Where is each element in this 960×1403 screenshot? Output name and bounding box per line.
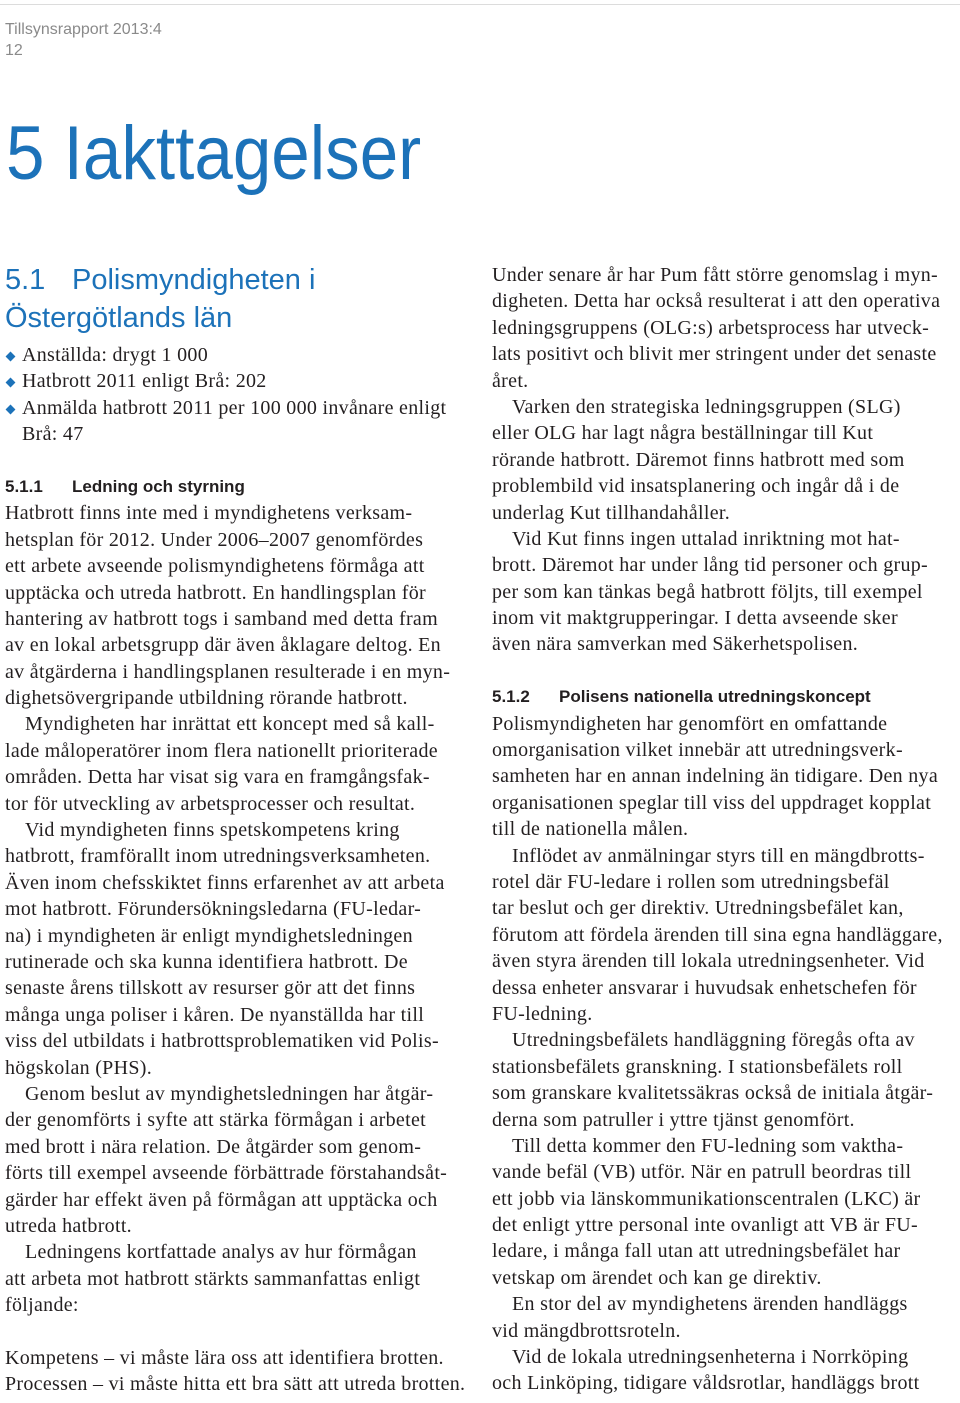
paragraph-line: vid mängdbrottsroteln. — [492, 1319, 681, 1342]
paragraph-line: lats positivt och blivit mer stringent under det senaste — [492, 343, 937, 366]
paragraph — [5, 711, 475, 817]
fact-line: Hatbrott 2011 enligt Brå: 202 — [22, 370, 267, 393]
fact-item — [5, 395, 475, 448]
summary-list — [5, 1345, 475, 1398]
paragraph — [492, 262, 954, 394]
paragraph-line: organisationen speglar till viss del uppdraget kopplat — [492, 791, 932, 814]
paragraph-line: Till detta kommer den FU-ledning som vaktha- — [512, 1134, 904, 1157]
paragraph-line: gärder har effekt även på förmågan att upptäcka och — [5, 1188, 438, 1211]
running-header — [5, 19, 162, 61]
header-rule — [0, 4, 960, 5]
paragraph-line: och Linköping, tidigare våldsrotlar, handläggs brott — [492, 1372, 920, 1395]
paragraph — [492, 1344, 954, 1397]
paragraph-line: det enligt yttre personal inte ovanligt att VB är FU- — [492, 1214, 918, 1237]
paragraph-line: dighetsövergripande utbildning rörande hatbrott. — [5, 687, 408, 710]
paragraph-line: året. — [492, 369, 529, 392]
fact-line: Anställda: drygt 1 000 — [22, 344, 209, 366]
paragraph-line: upptäcka och utreda hatbrott. En handlingsplan för — [5, 581, 426, 604]
paragraph — [492, 526, 954, 658]
paragraph-line: ett arbete avseende polismyndighetens förmåga att — [5, 555, 425, 578]
paragraph-line: som granskare kvalitetssäkras också de initiala åtgär- — [492, 1082, 934, 1105]
paragraph-line: med brott i nära relation. De åtgärder som genom- — [5, 1135, 422, 1158]
paragraph-line: der genomförts i syfte att stärka förmågan i arbetet — [5, 1109, 426, 1132]
paragraph-line: Utredningsbefälets handläggning föregås ofta av — [512, 1029, 915, 1052]
fact-line: Anmälda hatbrott 2011 per 100 000 invånare enligt — [22, 396, 447, 419]
paragraph-line: till de nationella målen. — [492, 818, 689, 841]
paragraph-line: En stor del av myndighetens ärenden handläggs — [512, 1293, 908, 1316]
subheading-title: Polisens nationella utredningskoncept — [559, 687, 871, 707]
paragraph-line: Vid de lokala utredningsenheterna i Norrköping — [512, 1346, 909, 1369]
paragraph-line: per som kan tänkas begå hatbrott följts, till exempel — [492, 580, 923, 603]
paragraph-line: brott. Däremot har under lång tid personer och grup- — [492, 554, 929, 577]
paragraph-line: stationsbefälets granskning. I stationsbefälets roll — [492, 1055, 903, 1078]
paragraph — [492, 394, 954, 526]
paragraph-line: förts till exempel avseende förbättrade förstahandsåt- — [5, 1162, 448, 1185]
chapter-title: 5 Iakttagelser — [6, 111, 422, 196]
paragraph-line: rutinerade och ska kunna identifiera hatbrott. De — [5, 950, 408, 973]
paragraph-line: Vid myndigheten finns spetskompetens kring — [25, 819, 400, 842]
paragraph-line: eller OLG har lagt några beställningar till Kut — [492, 422, 874, 445]
paragraph — [492, 1027, 954, 1133]
paragraph-line: att arbeta mot hatbrott stärkts sammanfattas enligt — [5, 1267, 421, 1290]
paragraph-line: vande befäl (VB) utför. När en patrull beordras till — [492, 1161, 912, 1184]
section-heading-line — [5, 261, 315, 299]
paragraph-line: viss del utbildats i hatbrottsproblematiken vid Polis- — [5, 1030, 439, 1053]
paragraph-line: tar beslut och ger direktiv. Utredningsbefälet kan, — [492, 897, 904, 920]
fact-item — [5, 368, 475, 394]
section-title-line2: Östergötlands län — [5, 302, 233, 334]
paragraph-line: Genom beslut av myndighetsledningen har åtgär- — [25, 1082, 434, 1105]
paragraph-line: ett jobb via länskommunikationscentralen (LKC) är — [492, 1187, 921, 1210]
paragraph-line: underlag Kut tillhandahåller. — [492, 501, 731, 524]
paragraph-line: Myndigheten har inrättat ett koncept med så kall- — [25, 713, 435, 736]
paragraph-line: av åtgärderna i handlingsplanen resulterade i en myn- — [5, 660, 451, 683]
paragraph-line: områden. Detta har visat sig vara en framgångsfak- — [5, 766, 430, 789]
section-number: 5.1 — [5, 264, 46, 296]
paragraph-line: dessa enheter ansvarar i huvudsak enhetschefen för — [492, 976, 917, 999]
paragraph-line: Ledningens kortfattade analys av hur förmågan — [25, 1241, 417, 1264]
paragraph-line: na) i myndigheten är enligt myndighetsledningen — [5, 924, 413, 947]
paragraph-line: rotel där FU-ledare i rollen som utredningsbefäl — [492, 870, 890, 893]
paragraph-line: problembild vid insatsplanering och ingår då i de — [492, 475, 900, 498]
paragraph-line: mot hatbrott. Förundersökningsledarna (FU-ledar- — [5, 898, 422, 921]
paragraph-line: högskolan (PHS). — [5, 1056, 153, 1079]
paragraph-line: ledningsgruppens (OLG:s) arbetsprocess har utveck- — [492, 316, 930, 339]
subheading-title: Ledning och styrning — [72, 476, 245, 496]
summary-line: Kompetens – vi måste lära oss att identifiera brotten. — [5, 1346, 444, 1369]
section-heading — [5, 261, 315, 337]
paragraph-line: Vid Kut finns ingen uttalad inriktning mot hat- — [512, 527, 900, 550]
paragraph — [492, 1291, 954, 1344]
paragraph — [492, 711, 954, 843]
paragraph-line: av en lokal arbetsgrupp där även åklagare deltog. En — [5, 634, 441, 657]
paragraph-line: många unga poliser i kåren. De nyanställda har till — [5, 1003, 425, 1026]
diamond-bullet-icon — [5, 404, 15, 414]
fact-line: Brå: 47 — [22, 423, 84, 446]
fact-list — [5, 342, 475, 448]
paragraph-line: hantering av hatbrott togs i samband med detta fram — [5, 607, 438, 630]
paragraph-line: FU-ledning. — [492, 1002, 593, 1025]
paragraph-line: rörande hatbrott. Däremot finns hatbrott med som — [492, 448, 905, 471]
paragraph — [5, 1239, 475, 1318]
paragraph-line: derna som patruller i yttre tjänst genomfört. — [492, 1108, 855, 1131]
paragraph-line: Varken den strategiska ledningsgruppen (SLG) — [512, 395, 901, 418]
paragraph — [5, 817, 475, 1081]
subheading-number: 5.1.1 — [5, 476, 43, 496]
paragraph-line: vetskap om ärendet och kan ge direktiv. — [492, 1266, 822, 1289]
report-title: Tillsynsrapport 2013:4 — [5, 21, 162, 38]
paragraph-line: senaste årens tillskott av resurser gör att det finns — [5, 977, 416, 1000]
paragraph-line: hetsplan för 2012. Under 2006–2007 genomfördes — [5, 528, 424, 551]
paragraph-line: samheten har en annan indelning än tidigare. Den nya — [492, 765, 938, 788]
paragraph — [5, 500, 475, 711]
summary-line: Processen – vi måste hitta ett bra sätt att utreda brotten. — [5, 1373, 466, 1396]
paragraph-line: även styra ärenden till lokala utredningsenheter. Vid — [492, 950, 925, 973]
page-number: 12 — [5, 42, 23, 59]
paragraph-line: förutom att fördela ärenden till sina egna handläggare, — [492, 923, 943, 946]
paragraph-line: Polismyndigheten har genomfört en omfattande — [492, 712, 888, 735]
paragraph-line: hatbrott, framförallt inom utredningsverksamheten. — [5, 845, 431, 868]
paragraph-line: inom vit maktgrupperingar. I detta avseende sker — [492, 607, 898, 630]
paragraph-line: omorganisation vilket innebär att utredningsverk- — [492, 739, 903, 762]
fact-item — [5, 342, 475, 368]
paragraph-line: följande: — [5, 1294, 79, 1317]
paragraph — [492, 1133, 954, 1291]
diamond-bullet-icon — [5, 352, 15, 362]
paragraph-line: ledare, i många fall utan att utredningsbefälet har — [492, 1240, 901, 1263]
paragraph-line: tor för utveckling av arbetsprocesser och resultat. — [5, 792, 416, 815]
subheading-number: 5.1.2 — [492, 687, 530, 707]
paragraph — [5, 1081, 475, 1239]
paragraph-line: Inflödet av anmälningar styrs till en mängdbrotts- — [512, 844, 925, 867]
left-column — [5, 342, 475, 1398]
subheading — [5, 474, 475, 500]
paragraph-line: Under senare år har Pum fått större genomslag i myn- — [492, 264, 939, 286]
paragraph-line: utreda hatbrott. — [5, 1214, 132, 1237]
paragraph-line: Även inom chefsskiktet finns erfarenhet av att arbeta — [5, 871, 445, 894]
paragraph-line: lade måloperatörer inom flera nationellt prioriterade — [5, 739, 438, 762]
paragraph-line: även nära samverkan med Säkerhetspolisen. — [492, 633, 859, 656]
paragraph-line: Hatbrott finns inte med i myndighetens verksam- — [5, 502, 413, 525]
diamond-bullet-icon — [5, 378, 15, 388]
right-column — [492, 262, 954, 1397]
section-title-line1: Polismyndigheten i — [72, 264, 316, 296]
paragraph — [492, 843, 954, 1028]
subheading — [492, 684, 954, 710]
paragraph-line: digheten. Detta har också resulterat i att den operativa — [492, 290, 941, 313]
